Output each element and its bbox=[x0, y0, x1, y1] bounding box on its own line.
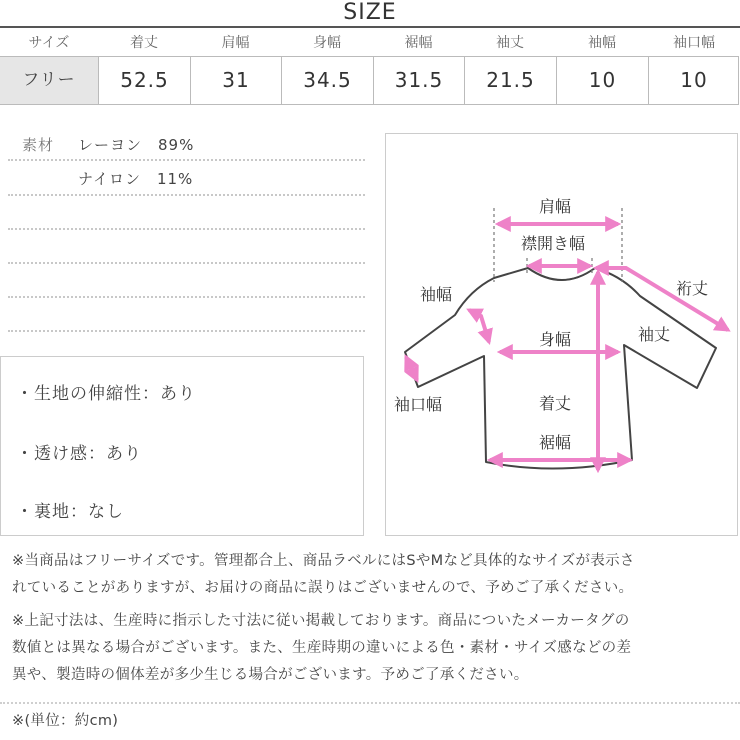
note-line: ※上記寸法は、生産時に指示した寸法に従い掲載しております。商品についたメーカータグの bbox=[12, 613, 630, 629]
table-cell: 21.5 bbox=[464, 57, 556, 104]
label-length: 着丈 bbox=[539, 394, 572, 413]
material-item: ナイロン 11% bbox=[78, 170, 194, 188]
table-header: 袖幅 bbox=[588, 35, 616, 51]
label-cuff: 袖口幅 bbox=[394, 395, 443, 414]
table-cell: 31.5 bbox=[373, 57, 464, 104]
note-line: 異や、製造時の個体差が多少生じる場合がございます。予めご了承ください。 bbox=[12, 667, 529, 683]
property-lining: ・裏地：なし bbox=[16, 502, 124, 522]
table-cell: 10 bbox=[648, 57, 739, 104]
table-header: 着丈 bbox=[130, 35, 158, 51]
cuff-arrow bbox=[406, 357, 417, 380]
label-shoulder: 肩幅 bbox=[539, 197, 572, 216]
label-hem: 裾幅 bbox=[539, 433, 572, 452]
material-item: レーヨン 89% bbox=[78, 136, 195, 154]
size-row-label: フリー bbox=[0, 57, 98, 104]
table-header: 身幅 bbox=[313, 35, 341, 51]
dotted-divider bbox=[8, 194, 365, 196]
table-header: 裾幅 bbox=[404, 35, 433, 51]
page-title: SIZE bbox=[343, 0, 397, 25]
property-stretch: ・生地の伸縮性：あり bbox=[16, 384, 196, 404]
garment-diagram bbox=[385, 133, 738, 536]
label-body-width: 身幅 bbox=[539, 330, 572, 349]
dotted-divider bbox=[8, 330, 365, 332]
table-header: サイズ bbox=[28, 35, 70, 51]
label-neck: 襟開き幅 bbox=[521, 234, 586, 253]
neckline bbox=[528, 268, 595, 280]
table-cell: 52.5 bbox=[98, 57, 190, 104]
material-label: 素材 bbox=[22, 136, 55, 154]
note-line: れていることがありますが、お届けの商品に誤りはございませんので、予めご了承ください。 bbox=[12, 580, 634, 596]
table-cell: 31 bbox=[190, 57, 281, 104]
table-header: 肩幅 bbox=[221, 35, 250, 51]
label-sleeve-length: 袖丈 bbox=[638, 325, 671, 344]
label-yuki: 裄丈 bbox=[676, 279, 709, 298]
note-line: 数値とは異なる場合がございます。また、生産時期の違いによる色・素材・サイズ感などの差 bbox=[12, 640, 632, 656]
property-sheer: ・透け感：あり bbox=[16, 444, 142, 464]
table-cell: 10 bbox=[556, 57, 648, 104]
table-cell: 34.5 bbox=[281, 57, 373, 104]
dotted-divider bbox=[8, 159, 365, 161]
sleeve-width-arrow bbox=[469, 310, 489, 342]
table-header: 袖口幅 bbox=[673, 35, 715, 51]
unit-note: ※(単位：約cm) bbox=[12, 713, 119, 729]
dotted-divider bbox=[0, 702, 740, 704]
note-line: ※当商品はフリーサイズです。管理都合上、商品ラベルにはSやMなど具体的なサイズが表示さ bbox=[12, 553, 635, 569]
dotted-divider bbox=[8, 296, 365, 298]
dotted-divider bbox=[8, 228, 365, 230]
dotted-divider bbox=[8, 262, 365, 264]
title-underline bbox=[0, 26, 740, 28]
table-header: 袖丈 bbox=[496, 35, 524, 51]
label-sleeve-width: 袖幅 bbox=[420, 285, 453, 304]
